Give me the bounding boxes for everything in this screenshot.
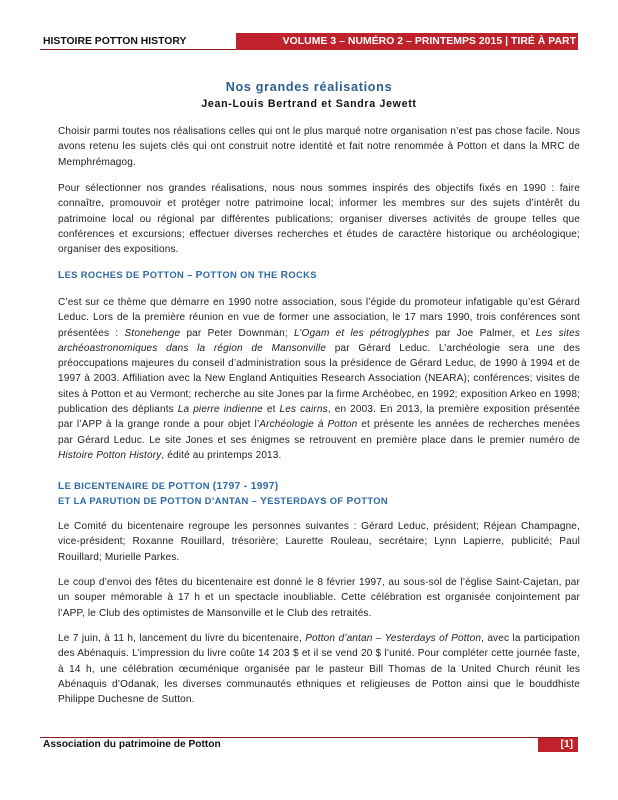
- page-number: [1]: [538, 738, 578, 752]
- bicentenaire-paragraph-1: Le Comité du bicentenaire regroupe les personnes suivantes : Gérard Leduc, président; Réjean Champagne, vice-président; Roxanne Rouillard, trésorière; Laurette Rouleau, secrétaire; Lynn Lapierre, publicité; Paul Rouillard; Murielle Parkes.: [58, 521, 580, 563]
- issue-banner: VOLUME 3 – NUMÉRO 2 – PRINTEMPS 2015 | TIRÉ À PART: [236, 33, 578, 50]
- section-heading-bicentenaire: [58, 479, 580, 509]
- bicentenaire-paragraph-2: Le coup d’envoi des fêtes du bicentenaire est donné le 8 février 1997, au sous-sol de l’église Saint-Cajetan, par un souper mémorable à 17 h et un spectacle inoubliable. Cette célébration est organisée conjointement par l’APP, le Club des optimistes de Mansonville et le Club des retraités.: [58, 577, 580, 619]
- section-heading-roches: LES ROCHES DE POTTON – POTTON ON THE ROCKS: [58, 269, 317, 281]
- intro-paragraph-2: Pour sélectionner nos grandes réalisations, nous nous sommes inspirés des objectifs fixés en 1990 : faire connaître, promouvoir et protéger notre patrimoine local; informer les membres sur des sujets d’intérêt du patrimoine local ou régional par différentes publications; organiser diverses activités de groupe telles que conférences et excursions; effectuer diverses recherches et études de caractère historique ou archéologique; organiser des expositions.: [58, 183, 580, 256]
- section-heading-line-1: LE BICENTENAIRE DE POTTON (1797 - 1997): [58, 480, 279, 492]
- intro-paragraph-1: Choisir parmi toutes nos réalisations celles qui ont le plus marqué notre organisation n’est pas chose facile. Nous avons retenu les sujets clés qui ont construit notre identité et fait notre renommée à Potton et dans la MRC de Memphrémagog.: [58, 126, 580, 168]
- running-footer: [40, 737, 578, 752]
- journal-name: HISTOIRE POTTON HISTORY: [40, 33, 236, 50]
- running-header: [40, 33, 578, 51]
- bicentenaire-paragraph-3: Le 7 juin, à 11 h, lancement du livre du bicentenaire, Potton d’antan – Yesterdays of Potton, avec la participation des Abénaquis. L’impression du livre coûte 14 203 $ et il se vend 20 $ l’unité. Pour compléter cette journée faste, à 14 h, une célébration œcuménique organisée par le pasteur Bill Thomas de la United Church réunit les Abénaquis d’Odanak, les diverses communautés ethniques et religieuses de Potton ainsi que le bouddhiste Philippe Duchesne de Sutton.: [58, 633, 580, 706]
- article-authors: Jean-Louis Bertrand et Sandra Jewett: [201, 98, 417, 110]
- section-roches-paragraph: C’est sur ce thème que démarre en 1990 notre association, sous l’égide du promoteur infatigable qu’est Gérard Leduc. Lors de la première réunion en vue de former une association, le 17 mars 1990, trois conférences sont présentées : Stonehenge par Peter Downman; L’Ogam et les pétroglyphes par Joe Palmer, et Les sites archéoastronomiques dans la région de Mansonville par Gérard Leduc. L’archéologie sera une des préoccupations majeures du conseil d’administration sous la présidence de Gérard Leduc, de 1990 à 1994 et de 1997 à 2003. Affiliation avec la New England Antiquities Research Association (NEARA); conférences; visites de sites à Potton et au Vermont; recherche au site Jones par la firme Archéobec, en 1992; exposition Arkeo en 1998; publication des dépliants La pierre indienne et Les cairns, en 2003. En 2013, la première exposition présentée par l’APP à la grange ronde a pour objet l’Archéologie à Potton et présente les années de recherches menées par Gérard Leduc. Le site Jones et ses énigmes se retrouvent en première place dans le premier numéro de Histoire Potton History, édité au printemps 2013.: [58, 297, 581, 461]
- section-heading-line-2: ET LA PARUTION DE POTTON D’ANTAN – YESTERDAYS OF POTTON: [58, 495, 388, 507]
- article-title: Nos grandes réalisations: [225, 80, 393, 94]
- footer-association: Association du patrimoine de Potton: [43, 739, 221, 750]
